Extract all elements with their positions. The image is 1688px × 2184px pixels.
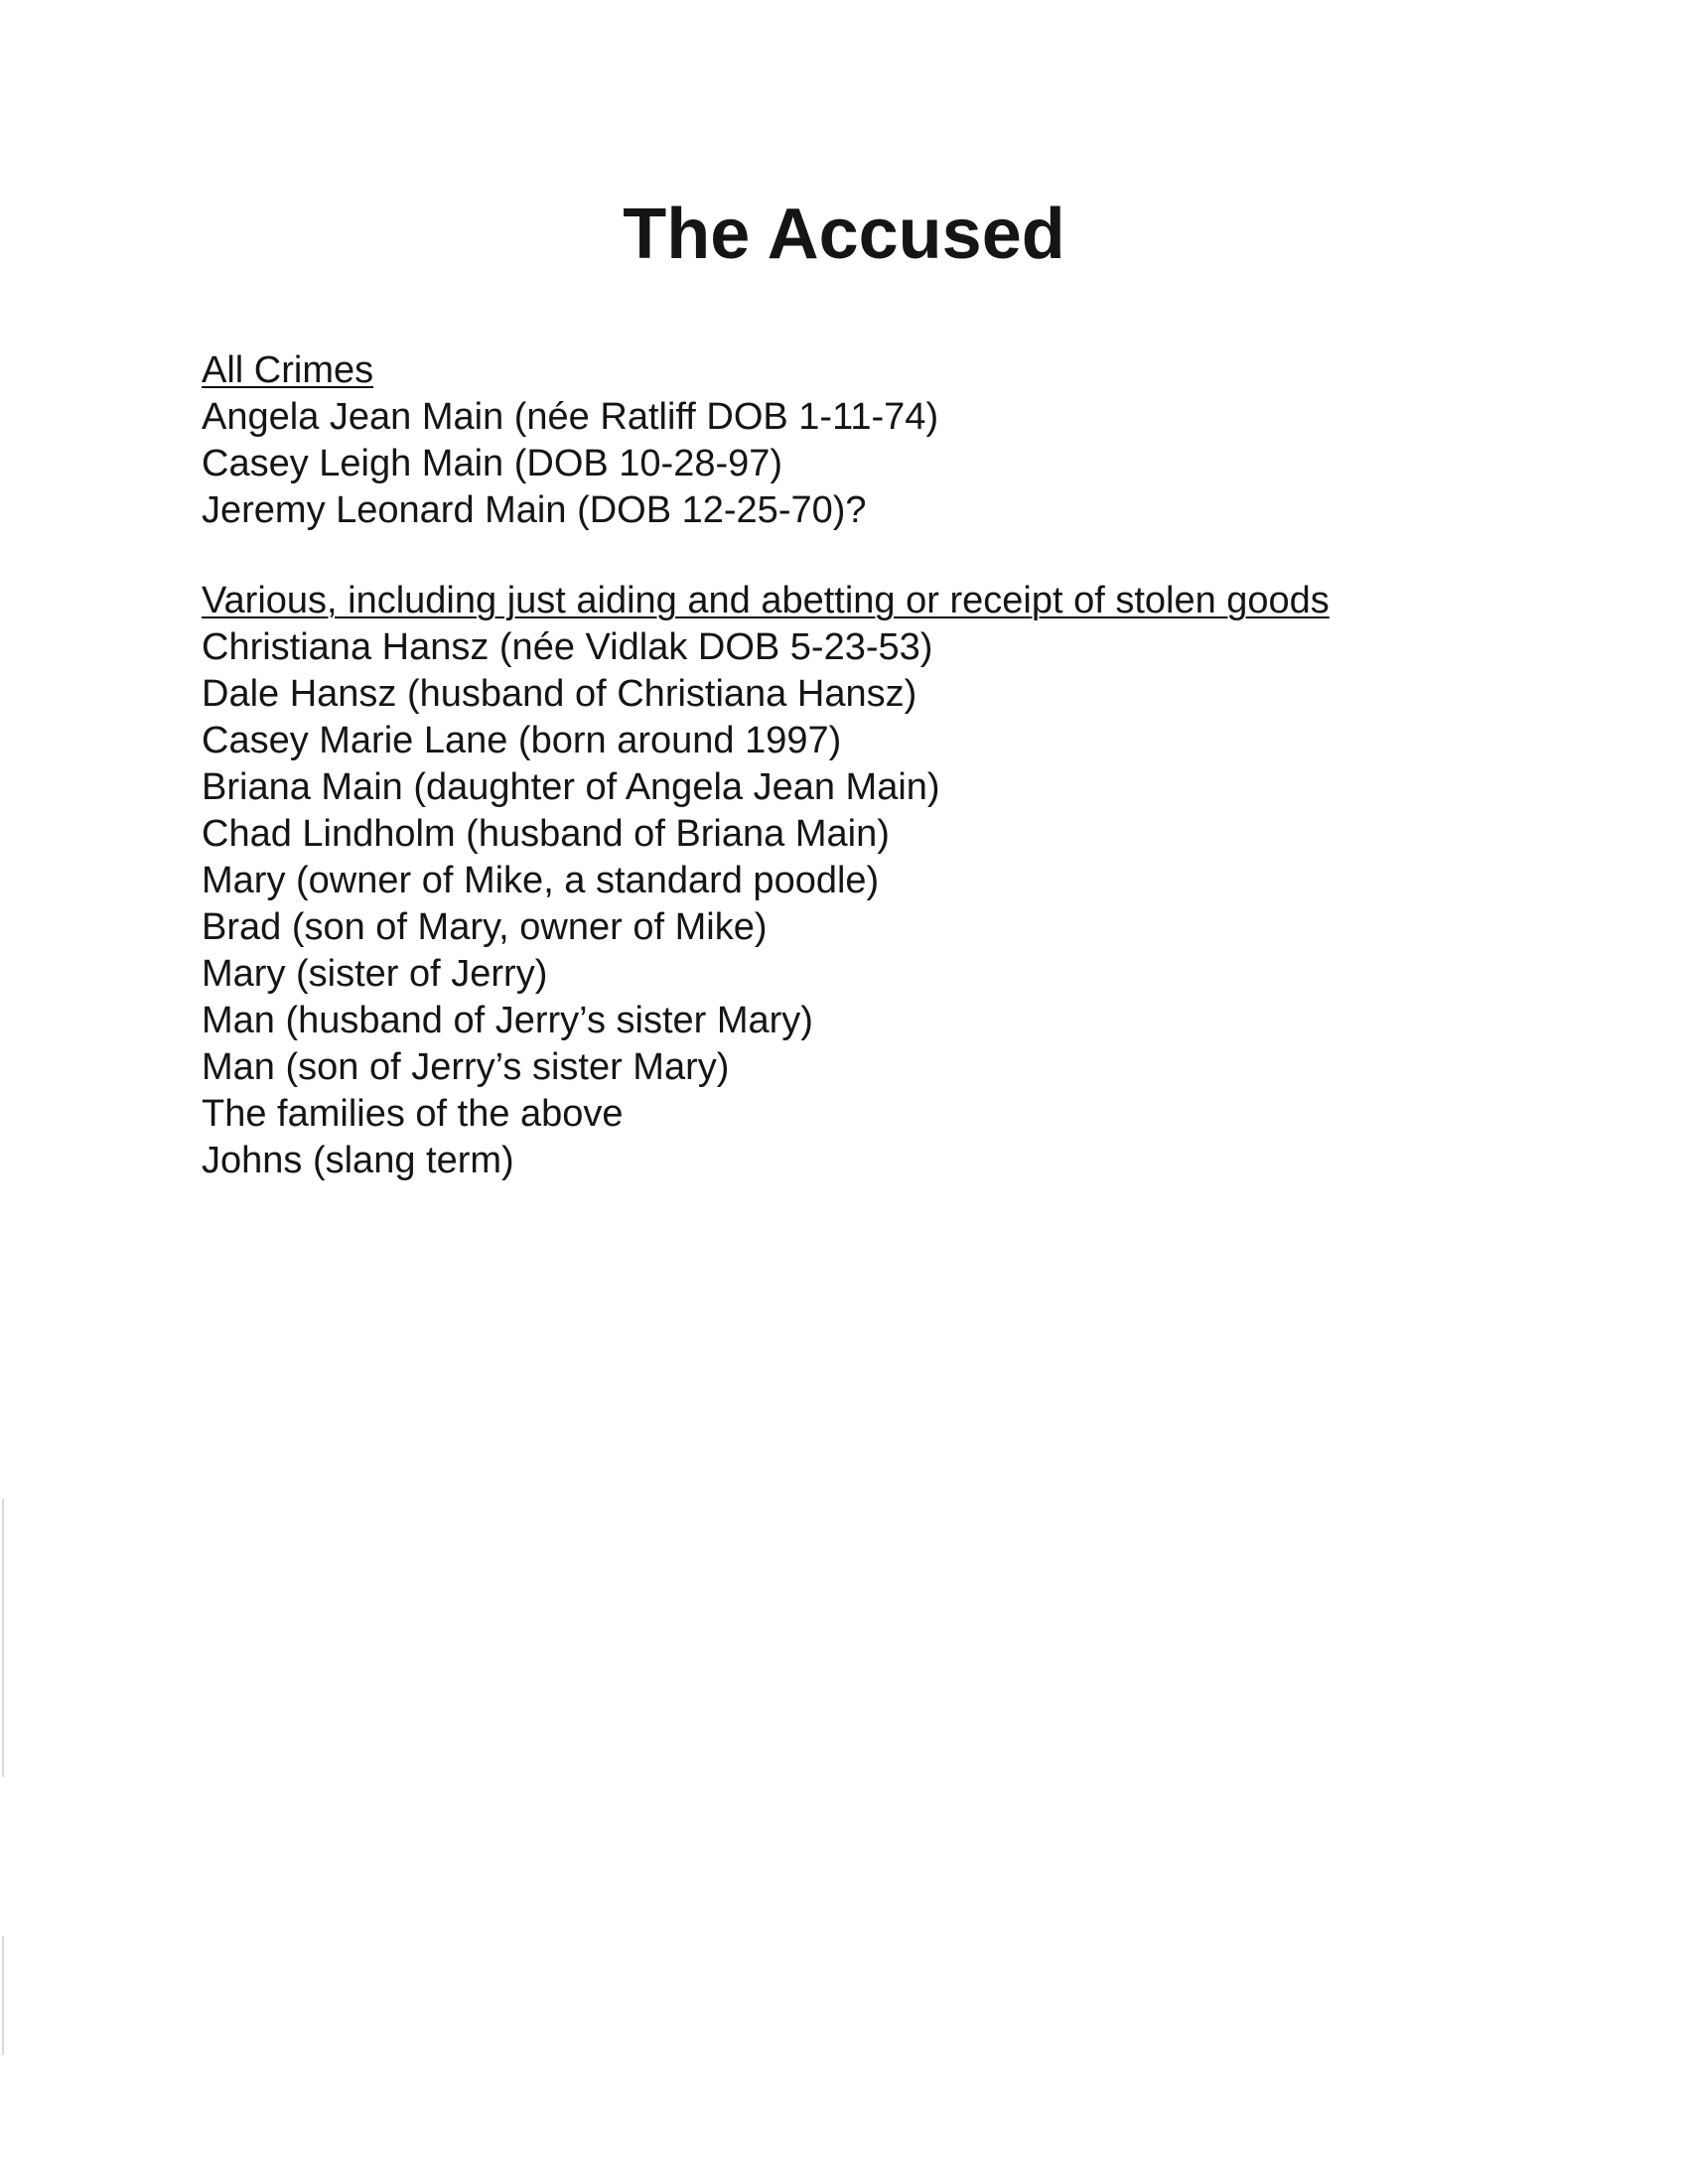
list-item: Mary (sister of Jerry): [202, 953, 548, 995]
section-heading: Various, including just aiding and abetting or receipt of stolen goods: [202, 580, 1330, 621]
section-various: [202, 578, 1492, 1184]
scan-edge-mark: [2, 1936, 4, 2055]
scan-edge-mark: [2, 1499, 4, 1777]
list-item: Casey Leigh Main (DOB 10-28-97): [202, 443, 783, 484]
list-item: Angela Jean Main (née Ratliff DOB 1-11-74): [202, 396, 939, 438]
list-item: Chad Lindholm (husband of Briana Main): [202, 813, 890, 855]
list-item: Brad (son of Mary, owner of Mike): [202, 906, 768, 948]
list-item: Johns (slang term): [202, 1140, 514, 1181]
accused-list: [202, 394, 1492, 534]
page-title: The Accused: [623, 195, 1065, 274]
list-item: Briana Main (daughter of Angela Jean Main): [202, 766, 940, 808]
list-item: Dale Hansz (husband of Christiana Hansz): [202, 673, 917, 715]
list-item: Jeremy Leonard Main (DOB 12-25-70)?: [202, 489, 867, 531]
section-heading: All Crimes: [202, 349, 374, 391]
list-item: Casey Marie Lane (born around 1997): [202, 720, 842, 761]
section-all-crimes: [202, 347, 1492, 534]
accused-list: [202, 624, 1492, 1184]
list-item: The families of the above: [202, 1093, 624, 1135]
list-item: Man (husband of Jerry’s sister Mary): [202, 1000, 813, 1041]
list-item: Man (son of Jerry’s sister Mary): [202, 1046, 730, 1088]
list-item: Mary (owner of Mike, a standard poodle): [202, 860, 880, 901]
list-item: Christiana Hansz (née Vidlak DOB 5-23-53): [202, 626, 933, 668]
